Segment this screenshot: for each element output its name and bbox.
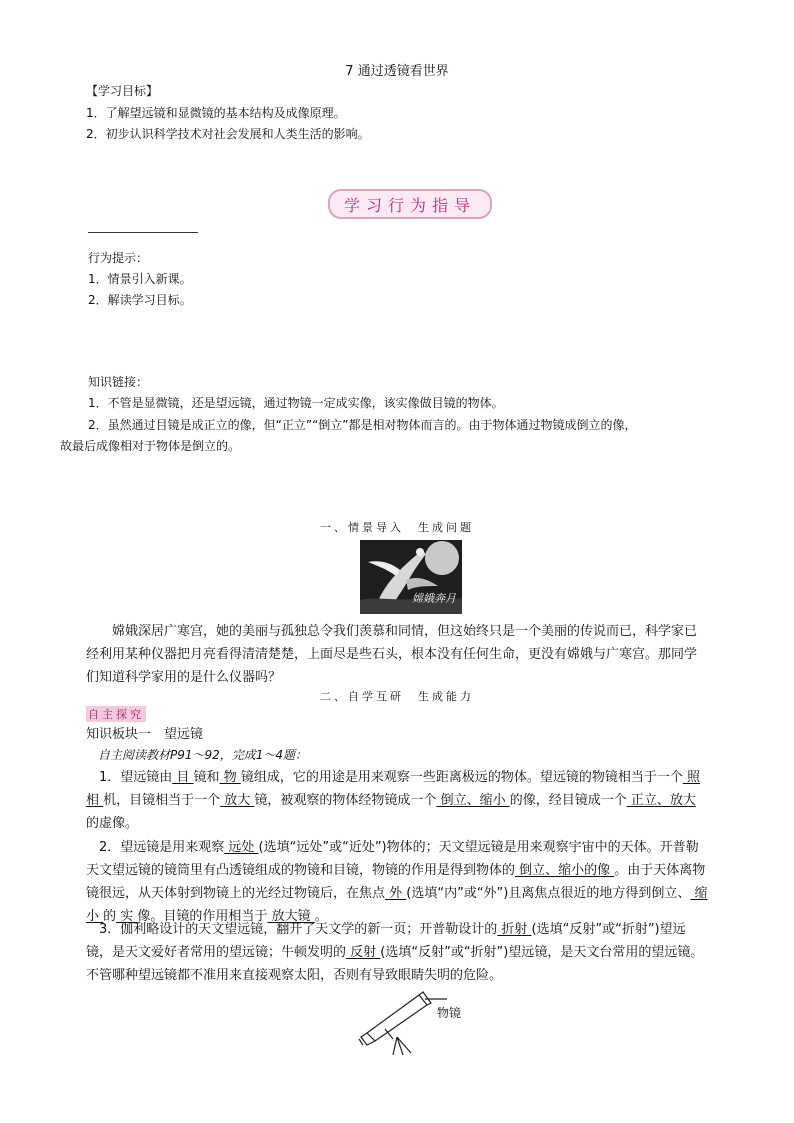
section-heading: 一、情景导入 生成问题: [320, 521, 474, 534]
section-heading: 二、自学互研 生成能力: [320, 690, 474, 703]
answer: 放大镜: [267, 909, 315, 924]
guidance-banner: [328, 189, 492, 219]
change-e-image: [360, 540, 462, 614]
answer: 放大: [220, 793, 255, 808]
link-item: 故最后成像相对于物体是倒立的。: [60, 439, 241, 453]
telescope-figure: [355, 985, 475, 1055]
answer: 倒立、缩小的像: [515, 863, 615, 878]
link-item: 1．不管是显微镜，还是望远镜，通过物镜一定成实像，该实像做目镜的物体。: [88, 396, 504, 410]
goals-heading: 【学习目标】: [86, 84, 159, 98]
self-study-tag: 自主探究: [88, 708, 144, 721]
answer: 远处: [224, 840, 259, 855]
objective-lens-label: 物镜: [437, 1006, 462, 1020]
page-title: 7 通过透镜看世界: [345, 64, 449, 79]
hint-item: 1．情景引入新课。: [88, 272, 192, 286]
answer: 目: [172, 770, 194, 785]
links-heading: 知识链接：: [88, 375, 149, 389]
divider: [88, 232, 198, 233]
answer: 正立、放大: [626, 793, 696, 808]
banner-text: 学习行为指导: [343, 195, 476, 215]
hints-heading: 行为提示：: [88, 251, 149, 265]
answer: 外: [385, 886, 407, 901]
answer: 照相: [86, 770, 700, 808]
answer: 倒立、缩小: [436, 793, 510, 808]
answer: 缩小: [86, 886, 708, 924]
answer: 物: [219, 770, 241, 785]
hint-item: 2．解读学习目标。: [88, 293, 192, 307]
answer: 实: [116, 909, 138, 924]
question-1: 1．望远镜由 目 镜和 物 镜组成，它的用途是用来观察一些距离极远的物体。望远镜的物镜相当于一个 照相 机，目镜相当于一个 放大 镜，被观察的物体经物镜成一个 倒立、缩小 的像，经目镜成一个 正立、放大 的虚像。: [86, 770, 700, 831]
reading-instruction: 自主阅读教材P91～92，完成1～4题：: [98, 748, 308, 762]
goal-item: 2．初步认识科学技术对社会发展和人类生活的影响。: [86, 127, 370, 141]
goal-item: 1．了解望远镜和显微镜的基本结构及成像原理。: [86, 106, 346, 120]
answer: 折射: [497, 922, 532, 937]
block-title: 知识板块一 望远镜: [86, 727, 204, 742]
answer: 反射: [346, 945, 381, 960]
question-3: 3．伽利略设计的天文望远镜，翻开了天文学的新一页；开普勒设计的 折射 (选填“反射”或“折射”)望远镜，是天文爱好者常用的望远镜；牛顿发明的 反射 (选填“反射”或“折射”)望远镜，是天文台常用的望远镜。不管哪种望远镜都不准用来直接观察太阳，否则有导致眼睛失明的危险。: [86, 922, 704, 983]
image-caption: 嫦娥奔月: [412, 592, 456, 605]
intro-paragraph: 嫦娥深居广寒宫，她的美丽与孤独总令我们羡慕和同情，但这始终只是一个美丽的传说而已，科学家已经利用某种仪器把月亮看得清清楚楚，上面尽是些石头，根本没有任何生命，更没有嫦娥与广寒宫。那同学们知道科学家用的是什么仪器吗？: [86, 624, 698, 685]
question-2: 2．望远镜是用来观察 远处 (选填“远处”或“近处”)物体的；天文望远镜是用来观察宇宙中的天体。开普勒天文望远镜的镜筒里有凸透镜组成的物镜和目镜，物镜的作用是得到物体的 倒立、缩小的像 。由于天体离物镜很远，从天体射到物镜上的光经过物镜后，在焦点 外 (选填“内”或“外”)且离焦点很近的地方得到倒立、 缩小 的 实 像。目镜的作用相当于 放大镜 。: [86, 840, 708, 924]
link-item: 2．虽然通过目镜是成正立的像，但“正立”“倒立”都是相对物体而言的。由于物体通过物镜成倒立的像，: [88, 418, 637, 432]
